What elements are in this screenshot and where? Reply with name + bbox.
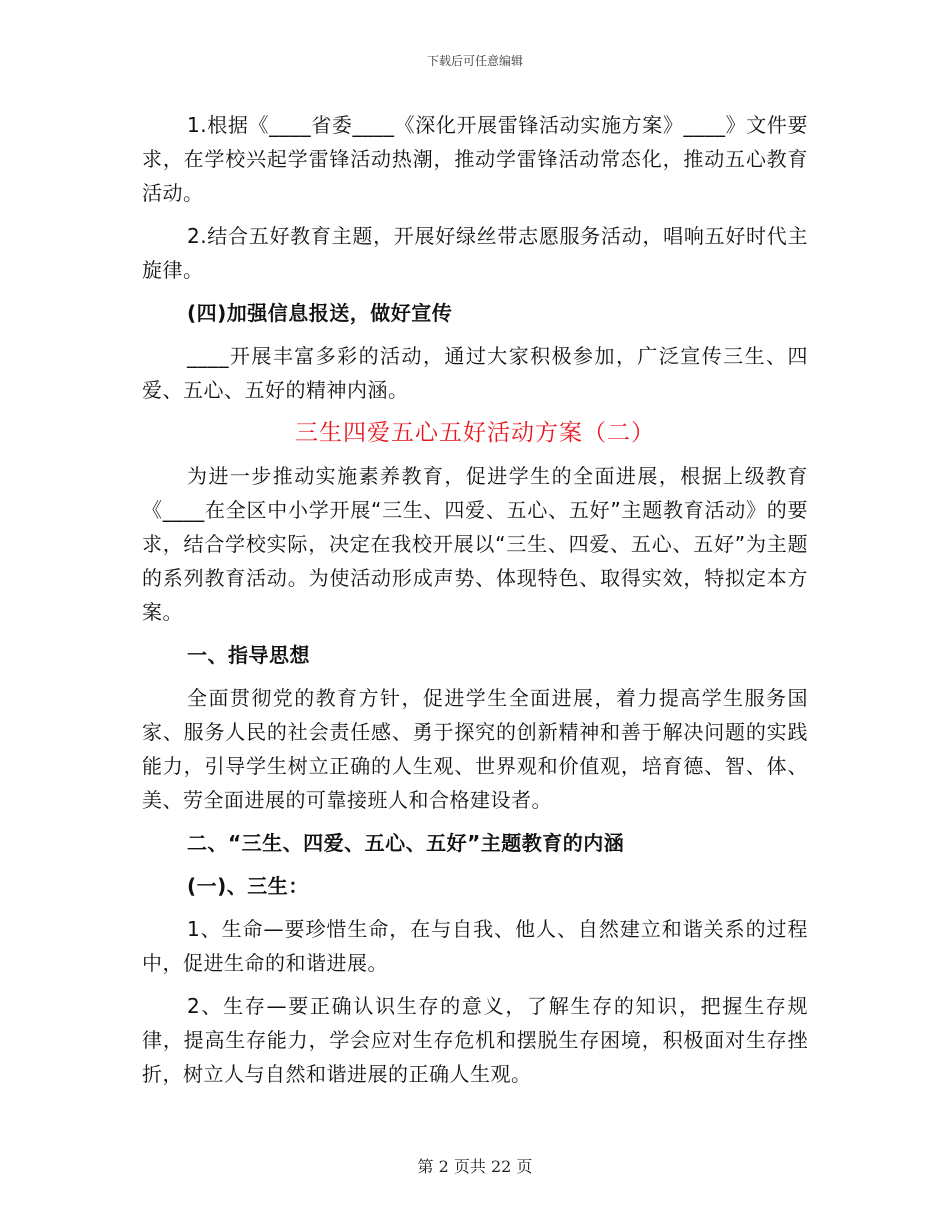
paragraph-survival: 2、生存—要正确认识生存的意义，了解生存的知识，把握生存规律，提高生存能力，学会应对生存危机和摆脱生存困境，积极面对生存挫折，树立人与自然和谐进展的正确人生观。 [142, 994, 808, 1086]
paragraph-publicity: ____开展丰富多彩的活动，通过大家积极参加，广泛宣传三生、四爱、五心、五好的精神内涵。 [142, 344, 808, 402]
page-header: 下载后可任意编辑 [426, 54, 523, 68]
section-heading-publicity: (四)加强信息报送，做好宣传 [187, 301, 453, 325]
paragraph-guiding-ideology: 全面贯彻党的教育方针，促进学生全面进展，着力提高学生服务国家、服务人民的社会责任感、勇于探究的创新精神和善于解决问题的实践能力，引导学生树立正确的人生观、世界观和价值观，培育德、智、体、美、劳全面进展的可靠接班人和合格建设者。 [142, 686, 808, 812]
page-footer: 第 2 页共 22 页 [417, 1157, 533, 1176]
paragraph-item-2: 2.结合五好教育主题，开展好绿丝带志愿服务活动，唱响五好时代主旋律。 [142, 224, 808, 282]
section-heading-guiding-ideology: 一、指导思想 [187, 643, 310, 667]
document-body [142, 108, 808, 1100]
section-heading-connotation: 二、“三生、四爱、五心、五好”主题教育的内涵 [187, 831, 625, 855]
subsection-heading-three-life: (一)、三生： [187, 874, 309, 898]
paragraph-life: 1、生命—要珍惜生命，在与自我、他人、自然建立和谐关系的过程中，促进生命的和谐进展。 [142, 917, 808, 975]
paragraph-item-1: 1.根据《____省委____《深化开展雷锋活动实施方案》____》文件要求，在学校兴起学雷锋活动热潮，推动学雷锋活动常态化，推动五心教育活动。 [142, 113, 808, 205]
paragraph-intro: 为进一步推动实施素养教育，促进学生的全面进展，根据上级教育《____在全区中小学开展“三生、四爱、五心、五好”主题教育活动》的要求，结合学校实际，决定在我校开展以“三生、四爱、五心、五好”为主题的系列教育活动。为使活动形成声势、体现特色、取得实效，特拟定本方案。 [142, 464, 808, 624]
document-title: 三生四爱五心五好活动方案（二） [295, 420, 655, 446]
